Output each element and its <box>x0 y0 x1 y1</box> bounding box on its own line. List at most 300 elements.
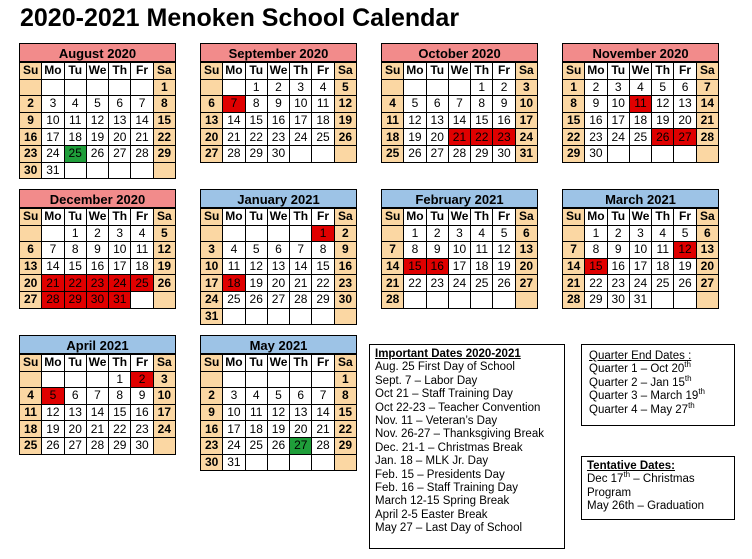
weekday-label: Su <box>201 209 223 226</box>
day-cell: 11 <box>382 112 404 129</box>
day-cell: 30 <box>334 291 356 308</box>
day-cell: 31 <box>629 291 651 308</box>
week-row <box>563 79 719 96</box>
day-cell: 2 <box>86 225 108 242</box>
weekday-label: Mo <box>42 63 64 80</box>
empty-day-cell <box>448 291 470 308</box>
month-calendar-august-2020 <box>19 43 176 179</box>
day-cell: 27 <box>20 291 42 308</box>
week-row <box>382 258 538 275</box>
day-cell: 6 <box>426 96 448 113</box>
empty-day-cell <box>696 145 718 162</box>
day-cell: 17 <box>607 112 629 129</box>
day-cell: 23 <box>493 129 515 146</box>
empty-day-cell <box>64 79 86 96</box>
weekday-label: Fr <box>131 63 153 80</box>
day-cell: 21 <box>131 129 153 146</box>
day-cell: 6 <box>20 242 42 259</box>
day-cell: 21 <box>448 129 470 146</box>
week-row <box>563 242 719 259</box>
day-cell: 16 <box>86 258 108 275</box>
day-cell: 10 <box>153 388 175 405</box>
day-cell: 28 <box>563 291 585 308</box>
day-cell: 3 <box>607 79 629 96</box>
day-cell: 9 <box>201 404 223 421</box>
day-cell: 14 <box>312 404 334 421</box>
day-cell: 30 <box>585 145 607 162</box>
day-cell: 21 <box>382 275 404 292</box>
month-header: April 2021 <box>19 335 176 354</box>
empty-day-cell <box>448 79 470 96</box>
day-cell: 24 <box>109 275 131 292</box>
week-row <box>20 437 176 454</box>
day-cell: 8 <box>64 242 86 259</box>
important-date-item: Feb. 16 – Staff Training Day <box>375 482 518 495</box>
empty-day-cell <box>42 225 64 242</box>
weekday-label: Sa <box>515 209 537 226</box>
day-cell: 7 <box>563 242 585 259</box>
empty-day-cell <box>223 308 245 325</box>
day-cell: 31 <box>223 454 245 471</box>
day-cell: 12 <box>153 242 175 259</box>
empty-day-cell <box>86 162 108 179</box>
day-cell: 28 <box>382 291 404 308</box>
tentative-dates-box <box>581 456 735 520</box>
day-cell: 19 <box>334 112 356 129</box>
day-cell: 29 <box>245 145 267 162</box>
day-cell: 9 <box>493 96 515 113</box>
weekday-header-row <box>20 63 176 80</box>
weekday-label: We <box>448 63 470 80</box>
day-cell: 16 <box>267 112 289 129</box>
weekday-label: Sa <box>334 63 356 80</box>
day-cell: 2 <box>585 79 607 96</box>
weekday-label: Fr <box>312 209 334 226</box>
day-cell: 21 <box>312 421 334 438</box>
day-cell: 1 <box>334 371 356 388</box>
empty-day-cell <box>109 162 131 179</box>
day-cell: 25 <box>629 129 651 146</box>
important-date-item: Nov. 26-27 – Thanksgiving Break <box>375 428 544 441</box>
day-cell: 2 <box>334 225 356 242</box>
weekday-label: Th <box>471 63 493 80</box>
day-cell: 4 <box>652 225 674 242</box>
empty-day-cell <box>382 79 404 96</box>
day-cell: 1 <box>312 225 334 242</box>
weekday-label: Su <box>201 63 223 80</box>
important-date-item: Oct 22-23 – Teacher Convention <box>375 401 541 414</box>
month-header: November 2020 <box>562 43 719 62</box>
week-row <box>20 242 176 259</box>
day-cell: 19 <box>245 275 267 292</box>
day-cell: 20 <box>20 275 42 292</box>
weekday-label: Sa <box>153 209 175 226</box>
empty-day-cell <box>334 454 356 471</box>
important-date-item: April 2-5 Easter Break <box>375 508 488 521</box>
day-cell: 3 <box>153 371 175 388</box>
empty-day-cell <box>652 145 674 162</box>
empty-day-cell <box>426 291 448 308</box>
day-cell: 1 <box>109 371 131 388</box>
day-cell: 4 <box>245 388 267 405</box>
month-calendar-february-2021 <box>381 189 538 309</box>
day-cell: 10 <box>448 242 470 259</box>
empty-day-cell <box>153 437 175 454</box>
day-cell: 4 <box>312 79 334 96</box>
weekday-label: We <box>86 63 108 80</box>
month-header: May 2021 <box>200 335 357 354</box>
day-cell: 18 <box>245 421 267 438</box>
day-cell: 18 <box>471 258 493 275</box>
month-header: September 2020 <box>200 43 357 62</box>
weekday-label: Su <box>201 355 223 372</box>
week-row <box>382 242 538 259</box>
empty-day-cell <box>223 79 245 96</box>
day-cell: 19 <box>153 258 175 275</box>
day-cell: 26 <box>493 275 515 292</box>
day-cell: 6 <box>290 388 312 405</box>
day-cell: 16 <box>201 421 223 438</box>
day-cell: 12 <box>404 112 426 129</box>
weekday-header-row <box>201 63 357 80</box>
day-cell: 26 <box>267 437 289 454</box>
day-cell: 29 <box>471 145 493 162</box>
weekday-header-row <box>563 209 719 226</box>
day-cell: 13 <box>696 242 718 259</box>
month-grid <box>562 62 719 163</box>
day-cell: 6 <box>64 388 86 405</box>
day-cell: 7 <box>86 388 108 405</box>
weekday-label: Fr <box>493 63 515 80</box>
quarter-end-item: Quarter 3 – March 19th <box>589 387 705 403</box>
day-cell: 29 <box>109 437 131 454</box>
weekday-label: Th <box>471 209 493 226</box>
day-cell: 25 <box>382 145 404 162</box>
day-cell: 30 <box>131 437 153 454</box>
empty-day-cell <box>696 291 718 308</box>
weekday-label: Th <box>290 355 312 372</box>
day-cell: 15 <box>404 258 426 275</box>
weekday-label: Mo <box>585 209 607 226</box>
week-row <box>563 225 719 242</box>
day-cell: 18 <box>131 258 153 275</box>
week-row <box>201 308 357 325</box>
week-row <box>20 291 176 308</box>
day-cell: 2 <box>20 96 42 113</box>
day-cell: 9 <box>267 96 289 113</box>
weekday-label: We <box>629 63 651 80</box>
empty-day-cell <box>245 454 267 471</box>
week-row <box>201 145 357 162</box>
day-cell: 15 <box>585 258 607 275</box>
day-cell: 14 <box>86 404 108 421</box>
day-cell: 15 <box>471 112 493 129</box>
day-cell: 23 <box>334 275 356 292</box>
page-title: 2020-2021 Menoken School Calendar <box>20 4 460 32</box>
empty-day-cell <box>64 162 86 179</box>
day-cell: 17 <box>515 112 537 129</box>
day-cell: 7 <box>290 242 312 259</box>
day-cell: 14 <box>382 258 404 275</box>
empty-day-cell <box>563 225 585 242</box>
day-cell: 17 <box>290 112 312 129</box>
day-cell: 19 <box>493 258 515 275</box>
week-row <box>201 388 357 405</box>
day-cell: 28 <box>223 145 245 162</box>
month-calendar-september-2020 <box>200 43 357 163</box>
weekday-label: We <box>86 209 108 226</box>
day-cell: 17 <box>153 404 175 421</box>
day-cell: 27 <box>696 275 718 292</box>
week-row <box>201 258 357 275</box>
day-cell: 27 <box>290 437 312 454</box>
month-grid <box>200 208 357 325</box>
empty-day-cell <box>404 291 426 308</box>
month-calendar-november-2020 <box>562 43 719 163</box>
week-row <box>382 112 538 129</box>
week-row <box>20 275 176 292</box>
weekday-label: Fr <box>493 209 515 226</box>
day-cell: 2 <box>131 371 153 388</box>
day-cell: 15 <box>153 112 175 129</box>
weekday-label: Mo <box>404 63 426 80</box>
day-cell: 20 <box>426 129 448 146</box>
tentative-graduation-line: May 26th – Graduation <box>587 500 704 513</box>
empty-day-cell <box>42 79 64 96</box>
empty-day-cell <box>493 291 515 308</box>
day-cell: 19 <box>42 421 64 438</box>
day-cell: 16 <box>20 129 42 146</box>
day-cell: 14 <box>696 96 718 113</box>
day-cell: 15 <box>64 258 86 275</box>
day-cell: 20 <box>696 258 718 275</box>
day-cell: 5 <box>86 96 108 113</box>
day-cell: 11 <box>652 242 674 259</box>
day-cell: 10 <box>42 112 64 129</box>
day-cell: 29 <box>64 291 86 308</box>
day-cell: 17 <box>448 258 470 275</box>
day-cell: 14 <box>223 112 245 129</box>
day-cell: 28 <box>42 291 64 308</box>
month-header: February 2021 <box>381 189 538 208</box>
day-cell: 7 <box>131 96 153 113</box>
day-cell: 13 <box>20 258 42 275</box>
day-cell: 27 <box>201 145 223 162</box>
day-cell: 14 <box>448 112 470 129</box>
day-cell: 12 <box>42 404 64 421</box>
empty-day-cell <box>382 225 404 242</box>
day-cell: 25 <box>131 275 153 292</box>
empty-day-cell <box>201 79 223 96</box>
day-cell: 19 <box>404 129 426 146</box>
weekday-label: Th <box>109 355 131 372</box>
tentative-program-line: Program <box>587 486 632 499</box>
important-dates-heading: Important Dates 2020-2021 <box>375 348 521 360</box>
day-cell: 9 <box>334 242 356 259</box>
day-cell: 13 <box>290 404 312 421</box>
day-cell: 27 <box>64 437 86 454</box>
week-row <box>201 225 357 242</box>
empty-day-cell <box>674 291 696 308</box>
day-cell: 21 <box>223 129 245 146</box>
weekday-label: Su <box>382 209 404 226</box>
month-calendar-april-2021 <box>19 335 176 455</box>
day-cell: 14 <box>131 112 153 129</box>
week-row <box>563 145 719 162</box>
weekday-label: Fr <box>312 63 334 80</box>
day-cell: 1 <box>404 225 426 242</box>
important-date-item: Jan. 18 – MLK Jr. Day <box>375 455 489 468</box>
day-cell: 5 <box>153 225 175 242</box>
weekday-header-row <box>20 355 176 372</box>
day-cell: 9 <box>585 96 607 113</box>
day-cell: 17 <box>109 258 131 275</box>
day-cell: 21 <box>290 275 312 292</box>
day-cell: 6 <box>267 242 289 259</box>
day-cell: 7 <box>382 242 404 259</box>
day-cell: 31 <box>201 308 223 325</box>
weekday-label: Su <box>382 63 404 80</box>
day-cell: 12 <box>245 258 267 275</box>
day-cell: 11 <box>245 404 267 421</box>
month-calendar-may-2021 <box>200 335 357 471</box>
day-cell: 5 <box>674 225 696 242</box>
day-cell: 13 <box>201 112 223 129</box>
day-cell: 3 <box>629 225 651 242</box>
day-cell: 9 <box>131 388 153 405</box>
empty-day-cell <box>223 225 245 242</box>
day-cell: 25 <box>652 275 674 292</box>
empty-day-cell <box>201 371 223 388</box>
empty-day-cell <box>515 291 537 308</box>
day-cell: 11 <box>131 242 153 259</box>
day-cell: 8 <box>153 96 175 113</box>
day-cell: 7 <box>42 242 64 259</box>
day-cell: 30 <box>607 291 629 308</box>
week-row <box>201 112 357 129</box>
weekday-label: Mo <box>223 209 245 226</box>
day-cell: 20 <box>290 421 312 438</box>
month-calendar-march-2021 <box>562 189 719 309</box>
empty-day-cell <box>245 225 267 242</box>
day-cell: 13 <box>515 242 537 259</box>
day-cell: 12 <box>334 96 356 113</box>
day-cell: 6 <box>201 96 223 113</box>
day-cell: 10 <box>109 242 131 259</box>
day-cell: 20 <box>201 129 223 146</box>
month-grid <box>19 62 176 179</box>
day-cell: 6 <box>696 225 718 242</box>
day-cell: 3 <box>42 96 64 113</box>
day-cell: 27 <box>109 145 131 162</box>
empty-day-cell <box>42 371 64 388</box>
day-cell: 23 <box>131 421 153 438</box>
day-cell: 24 <box>607 129 629 146</box>
day-cell: 24 <box>201 291 223 308</box>
empty-day-cell <box>245 308 267 325</box>
day-cell: 12 <box>267 404 289 421</box>
day-cell: 11 <box>629 96 651 113</box>
weekday-label: Mo <box>223 63 245 80</box>
day-cell: 9 <box>607 242 629 259</box>
day-cell: 18 <box>223 275 245 292</box>
day-cell: 29 <box>153 145 175 162</box>
empty-day-cell <box>64 371 86 388</box>
day-cell: 4 <box>629 79 651 96</box>
day-cell: 15 <box>109 404 131 421</box>
weekday-label: Th <box>109 209 131 226</box>
empty-day-cell <box>290 371 312 388</box>
weekday-label: Mo <box>42 355 64 372</box>
day-cell: 3 <box>448 225 470 242</box>
day-cell: 1 <box>153 79 175 96</box>
day-cell: 5 <box>42 388 64 405</box>
weekday-label: We <box>267 63 289 80</box>
day-cell: 13 <box>426 112 448 129</box>
empty-day-cell <box>267 308 289 325</box>
weekday-label: Th <box>652 209 674 226</box>
day-cell: 27 <box>515 275 537 292</box>
day-cell: 22 <box>245 129 267 146</box>
day-cell: 20 <box>64 421 86 438</box>
day-cell: 2 <box>426 225 448 242</box>
day-cell: 18 <box>652 258 674 275</box>
empty-day-cell <box>674 145 696 162</box>
day-cell: 3 <box>109 225 131 242</box>
month-grid <box>381 62 538 163</box>
day-cell: 2 <box>201 388 223 405</box>
quarter-end-item: Quarter 2 – Jan 15th <box>589 373 692 389</box>
quarter-end-heading: Quarter End Dates : <box>589 350 692 362</box>
day-cell: 25 <box>471 275 493 292</box>
week-row <box>201 275 357 292</box>
weekday-header-row <box>201 355 357 372</box>
day-cell: 16 <box>493 112 515 129</box>
day-cell: 25 <box>20 437 42 454</box>
weekday-label: Mo <box>223 355 245 372</box>
important-date-item: Nov. 11 – Veteran’s Day <box>375 415 498 428</box>
weekday-label: Fr <box>312 355 334 372</box>
day-cell: 22 <box>404 275 426 292</box>
day-cell: 18 <box>312 112 334 129</box>
week-row <box>382 145 538 162</box>
day-cell: 30 <box>493 145 515 162</box>
week-row <box>20 96 176 113</box>
day-cell: 26 <box>652 129 674 146</box>
day-cell: 5 <box>404 96 426 113</box>
day-cell: 21 <box>696 112 718 129</box>
day-cell: 8 <box>404 242 426 259</box>
day-cell: 15 <box>563 112 585 129</box>
empty-day-cell <box>334 145 356 162</box>
weekday-label: Fr <box>131 209 153 226</box>
weekday-label: Mo <box>404 209 426 226</box>
day-cell: 11 <box>471 242 493 259</box>
day-cell: 1 <box>471 79 493 96</box>
day-cell: 24 <box>223 437 245 454</box>
day-cell: 5 <box>652 79 674 96</box>
weekday-label: Th <box>652 63 674 80</box>
day-cell: 4 <box>471 225 493 242</box>
day-cell: 21 <box>563 275 585 292</box>
weekday-label: Tu <box>607 63 629 80</box>
weekday-label: Sa <box>153 63 175 80</box>
day-cell: 19 <box>267 421 289 438</box>
empty-day-cell <box>86 371 108 388</box>
day-cell: 1 <box>245 79 267 96</box>
day-cell: 25 <box>64 145 86 162</box>
day-cell: 5 <box>267 388 289 405</box>
